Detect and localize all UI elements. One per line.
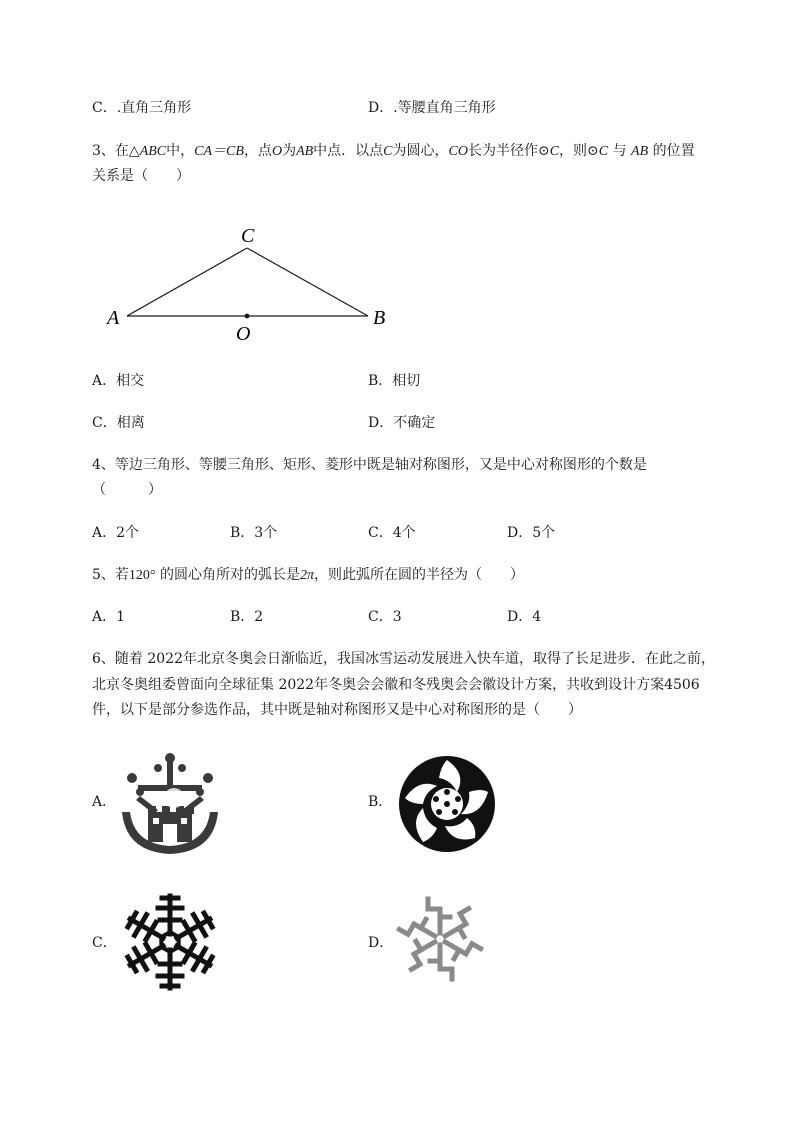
q4-stem-line1: 4、等边三角形、等腰三角形、矩形、菱形中既是轴对称图形，又是中心对称图形的个数是 [92, 457, 647, 473]
q5-option-c: C．3 [368, 609, 402, 625]
emblem-b-icon [395, 752, 499, 856]
segment-ac [127, 248, 247, 316]
point-o [245, 314, 250, 319]
q3-option-a: A．相交 [92, 373, 145, 389]
q3-stem-line1: 3、在△ABC中，CA＝CB，点O为AB中点．以点C为圆心，CO长为半径作⊙C，则⊙C 与 AB 的位置 [92, 143, 695, 159]
q5-option-d: D．4 [507, 609, 542, 625]
q6-option-a-label: A． [92, 794, 117, 810]
q4-option-c: C．4个 [368, 525, 416, 541]
segment-cb [247, 248, 368, 316]
q6-option-b-label: B． [368, 794, 393, 810]
label-o: O [236, 323, 251, 345]
q3-option-b: B．相切 [368, 373, 421, 389]
q4-option-d: D．5个 [507, 525, 556, 541]
label-a: A [107, 307, 120, 329]
q6-option-d-label: D． [368, 935, 394, 951]
q3-option-c: C．相离 [92, 415, 145, 431]
q4-option-b: B．3个 [230, 525, 278, 541]
q4-stem-line2: （ ） [92, 482, 162, 498]
q6-stem-line1: 6、随着 2022年北京冬奥会日渐临近，我国冰雪运动发展进入快车道，取得了长足进步．在此之前， [92, 651, 715, 667]
label-c: C [241, 225, 255, 247]
q4-option-a: A．2个 [92, 525, 140, 541]
label-b: B [373, 307, 386, 329]
q3-stem-line2: 关系是（ ） [92, 168, 190, 184]
q5-option-b: B．2 [230, 609, 264, 625]
q5-option-a: A．1 [92, 609, 126, 625]
q6-stem-line3: 件，以下是部分参选作品，其中既是轴对称图形又是中心对称图形的是（ ） [92, 702, 582, 718]
q6-stem-line2: 北京冬奥组委曾面向全球征集 2022年冬奥会会徽和冬残奥会会徽设计方案，共收到设计方案4506 [92, 677, 700, 693]
q2-option-c: C．.直角三角形 [92, 100, 192, 116]
emblem-c-icon [118, 892, 222, 992]
emblem-a-icon [118, 748, 218, 858]
q3-triangle-figure [100, 218, 400, 348]
emblem-d-icon [392, 895, 488, 983]
q6-option-c-label: C． [92, 935, 117, 951]
q2-option-d: D．.等腰直角三角形 [368, 100, 496, 116]
q5-stem: 5、若120° 的圆心角所对的弧长是2π，则此弧所在圆的半径为（ ） [92, 567, 524, 583]
q3-option-d: D．不确定 [368, 415, 436, 431]
